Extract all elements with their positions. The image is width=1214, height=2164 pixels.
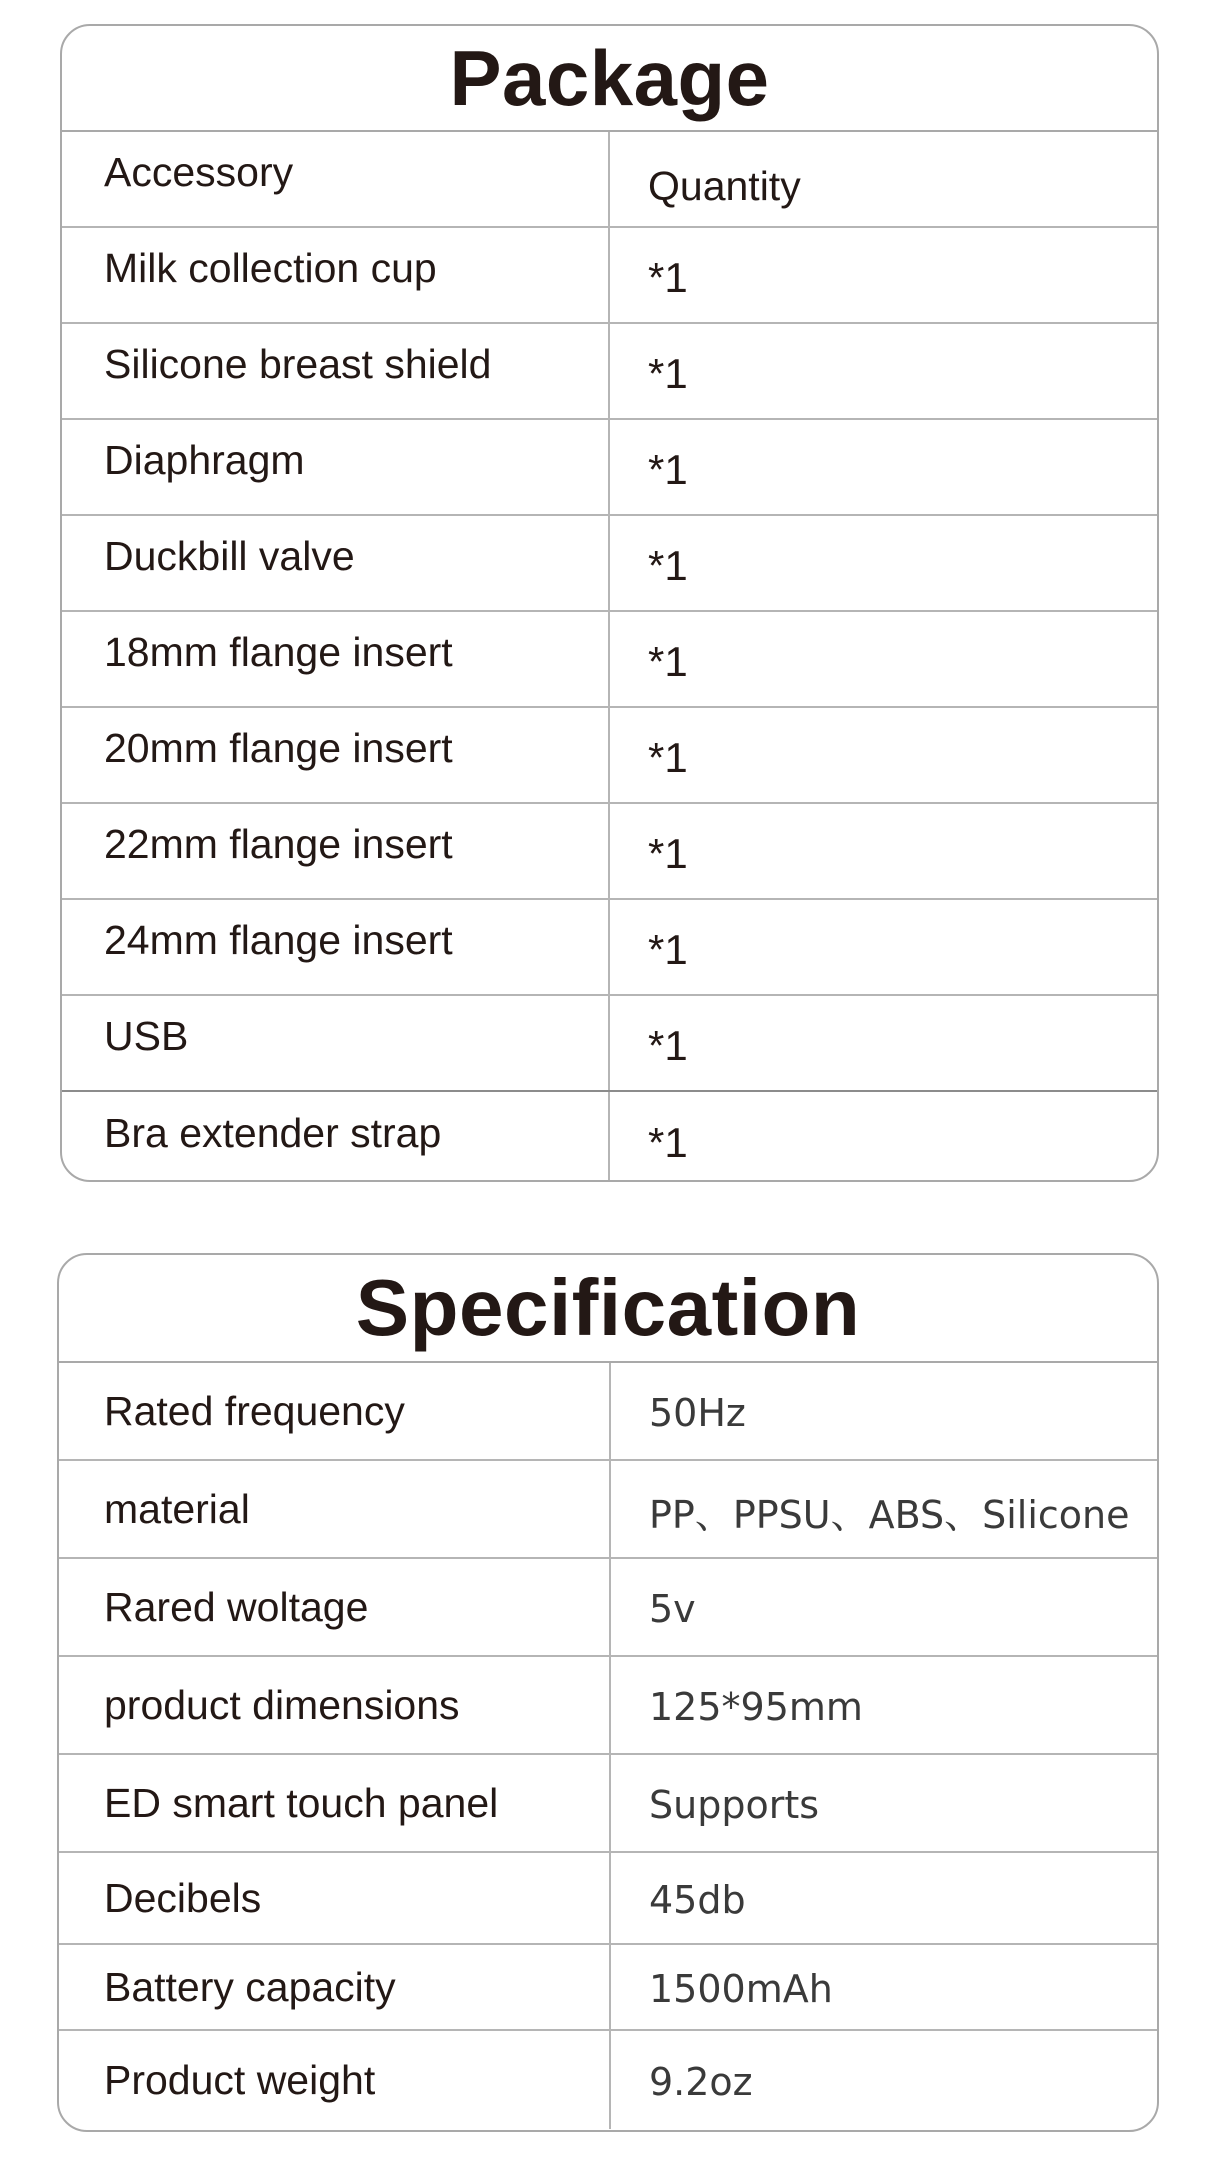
accessory-quantity: *1 — [648, 638, 688, 685]
accessory-name: Bra extender strap — [62, 1092, 610, 1182]
spec-value: 50Hz — [649, 1391, 746, 1435]
table-row — [62, 804, 1157, 900]
specification-title: Specification — [59, 1255, 1157, 1363]
table-row — [59, 1755, 1157, 1853]
accessory-name: 22mm flange insert — [62, 804, 610, 898]
spec-value: 1500mAh — [649, 1967, 833, 2011]
spec-value: 45db — [649, 1878, 746, 1922]
accessory-name: 18mm flange insert — [62, 612, 610, 706]
package-title: Package — [62, 26, 1157, 132]
package-header-row — [62, 132, 1157, 228]
spec-label: Product weight — [59, 2031, 611, 2129]
table-row — [62, 612, 1157, 708]
table-row — [59, 1363, 1157, 1461]
table-row — [62, 324, 1157, 420]
table-row — [59, 1657, 1157, 1755]
accessory-quantity: *1 — [648, 1022, 688, 1069]
spec-label: Rated frequency — [59, 1363, 611, 1459]
accessory-name: Silicone breast shield — [62, 324, 610, 418]
accessory-quantity: *1 — [648, 1119, 688, 1166]
table-row — [62, 420, 1157, 516]
accessory-name: USB — [62, 996, 610, 1090]
accessory-quantity: *1 — [648, 926, 688, 973]
accessory-quantity: *1 — [648, 542, 688, 589]
package-table — [60, 24, 1159, 1182]
spec-label: Battery capacity — [59, 1945, 611, 2029]
specification-table — [57, 1253, 1159, 2132]
accessory-name: Duckbill valve — [62, 516, 610, 610]
accessory-quantity: *1 — [648, 254, 688, 301]
spec-label: Decibels — [59, 1853, 611, 1943]
table-row — [62, 228, 1157, 324]
accessory-quantity: *1 — [648, 734, 688, 781]
table-row — [62, 708, 1157, 804]
table-row — [59, 1945, 1157, 2031]
table-row — [62, 516, 1157, 612]
spec-value: 125*95mm — [649, 1685, 863, 1729]
table-row — [59, 1853, 1157, 1945]
spec-label: ED smart touch panel — [59, 1755, 611, 1851]
table-row — [62, 996, 1157, 1092]
spec-label: material — [59, 1461, 611, 1557]
accessory-name: Diaphragm — [62, 420, 610, 514]
spec-label: Rared woltage — [59, 1559, 611, 1655]
table-row — [62, 900, 1157, 996]
spec-label: product dimensions — [59, 1657, 611, 1753]
spec-value: 9.2oz — [649, 2060, 753, 2104]
table-row — [59, 2031, 1157, 2129]
table-row — [59, 1559, 1157, 1657]
table-row — [62, 1092, 1157, 1182]
accessory-quantity: *1 — [648, 350, 688, 397]
accessory-header: Accessory — [62, 132, 610, 226]
spec-value: 5v — [649, 1587, 696, 1631]
spec-value: Supports — [649, 1783, 820, 1827]
table-row — [59, 1461, 1157, 1559]
accessory-quantity: *1 — [648, 830, 688, 877]
accessory-name: 24mm flange insert — [62, 900, 610, 994]
accessory-name: Milk collection cup — [62, 228, 610, 322]
quantity-header: Quantity — [648, 162, 801, 209]
accessory-name: 20mm flange insert — [62, 708, 610, 802]
accessory-quantity: *1 — [648, 446, 688, 493]
spec-value: PP、PPSU、ABS、Silicone — [649, 1492, 1130, 1537]
